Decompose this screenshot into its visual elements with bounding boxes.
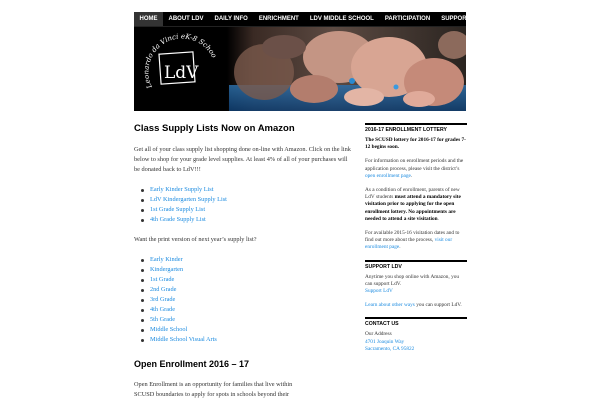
print-version-question: Want the print version of next year’s supply list? bbox=[134, 236, 257, 243]
list-item bbox=[148, 335, 354, 345]
lottery-visitation-text: For available 2015-16 visitation dates and to find out more about the process, bbox=[365, 230, 460, 244]
learn-other-ways-link[interactable]: Learn about other ways bbox=[365, 302, 415, 309]
widget-title: 2016-17 ENROLLMENT LOTTERY bbox=[365, 123, 467, 137]
enrollment-page-link[interactable]: visit our enrollment page bbox=[365, 237, 453, 251]
lottery-intro-bold: The SCUSD lottery for 2016-17 for grades 7-12 begins soon. bbox=[365, 137, 466, 151]
lottery-condition-end: . bbox=[437, 215, 439, 222]
nav-daily-info[interactable]: DAILY INFO bbox=[214, 16, 248, 22]
link-print-5th-grade[interactable]: 5th Grade bbox=[150, 316, 176, 323]
sidebar bbox=[365, 123, 467, 361]
list-item bbox=[148, 215, 354, 225]
link-print-early-kinder[interactable]: Early Kinder bbox=[150, 256, 183, 263]
lottery-condition-bold: must attend a mandatory site visitation prior to applying for the open enrollment lottery. No appointments are needed to attend a site visitation bbox=[365, 194, 461, 222]
lottery-visitation bbox=[365, 230, 467, 252]
widget-support-ldv bbox=[365, 260, 467, 310]
main-nav bbox=[134, 12, 471, 26]
open-enrollment-page-link[interactable]: open enrollment page bbox=[365, 172, 411, 179]
list-item bbox=[148, 305, 354, 315]
address-city-link[interactable]: Sacramento, CA 95822 bbox=[365, 345, 415, 352]
list-item bbox=[148, 205, 354, 215]
post2-intro bbox=[134, 380, 354, 400]
list-item bbox=[148, 265, 354, 275]
nav-ldv-middle-school[interactable]: LDV MIDDLE SCHOOL bbox=[309, 16, 374, 22]
widget-enrollment-lottery bbox=[365, 123, 467, 252]
school-logo bbox=[134, 27, 226, 97]
widget-title: CONTACT US bbox=[365, 317, 467, 331]
address-street-link[interactable]: 4701 Joaquin Way bbox=[365, 338, 405, 345]
support-amazon bbox=[365, 274, 467, 296]
link-print-1st-grade[interactable]: 1st Grade bbox=[150, 276, 175, 283]
link-print-4th-grade[interactable]: 4th Grade bbox=[150, 306, 176, 313]
logo-arc-text: Leonardo da Vinci eK-8 Schoo bbox=[142, 32, 219, 90]
address-label: Our Address bbox=[365, 331, 392, 338]
post-title-open-enrollment[interactable]: Open Enrollment 2016 – 17 bbox=[134, 359, 250, 369]
print-supply-links bbox=[148, 255, 354, 345]
list-item bbox=[148, 295, 354, 305]
nav-support[interactable]: SUPPORT bbox=[441, 16, 471, 22]
amazon-supply-links bbox=[148, 185, 354, 225]
lottery-intro bbox=[365, 137, 467, 151]
nav-home[interactable]: HOME bbox=[134, 12, 163, 26]
post-title-supply-lists[interactable]: Class Supply Lists Now on Amazon bbox=[134, 123, 295, 134]
link-print-middle-school[interactable]: Middle School bbox=[150, 326, 188, 333]
list-item bbox=[148, 325, 354, 335]
post-intro: Get all of your class supply list shopping done on-line with Amazon. Click on the link below to shop for your grade level supplies. At least 4% of all of your purchases will be donated back to LdV!!! bbox=[134, 146, 351, 173]
support-amazon-text: Anytime you shop online with Amazon, you can support LdV. bbox=[365, 273, 460, 287]
main-content bbox=[134, 123, 354, 410]
nav-about-ldv[interactable]: ABOUT LDV bbox=[168, 16, 204, 22]
list-item bbox=[148, 315, 354, 325]
contact-address bbox=[365, 331, 467, 353]
support-ldv-link[interactable]: Support LdV bbox=[365, 288, 393, 295]
list-item bbox=[148, 275, 354, 285]
header-banner[interactable] bbox=[134, 26, 466, 111]
link-print-middle-school-visual-arts[interactable]: Middle School Visual Arts bbox=[150, 336, 217, 343]
page-wrapper bbox=[134, 12, 471, 111]
lottery-info bbox=[365, 158, 467, 180]
post2-intro-line1: Open Enrollment is an opportunity for families that live within bbox=[134, 381, 293, 388]
lottery-info-text: For information on enrollment periods and the application process, please visit the district’s bbox=[365, 158, 464, 172]
link-print-kindergarten[interactable]: Kindergarten bbox=[150, 266, 184, 273]
widget-contact-us bbox=[365, 317, 467, 353]
list-item bbox=[148, 285, 354, 295]
link-print-2nd-grade[interactable]: 2nd Grade bbox=[150, 286, 177, 293]
nav-enrichment[interactable]: ENRICHMENT bbox=[258, 16, 299, 22]
post2-intro-line2: SCUSD boundaries to apply for spots in schools beyond their bbox=[134, 391, 290, 398]
link-4th-grade-supply-list[interactable]: 4th Grade Supply List bbox=[150, 216, 206, 223]
lottery-condition bbox=[365, 187, 467, 223]
lottery-condition-text: As a condition of enrollment, parents of new LdV students bbox=[365, 187, 460, 201]
link-early-kinder-supply-list[interactable]: Early Kinder Supply List bbox=[150, 186, 214, 193]
lottery-info-end: . bbox=[410, 172, 413, 179]
logo-mark: LdV bbox=[164, 63, 199, 83]
support-other-text: you can support LdV. bbox=[414, 302, 462, 309]
list-item bbox=[148, 255, 354, 265]
link-1st-grade-supply-list[interactable]: 1st Grade Supply List bbox=[150, 206, 206, 213]
list-item bbox=[148, 185, 354, 195]
link-kindergarten-supply-list[interactable]: LdV Kindergarten Supply List bbox=[150, 196, 227, 203]
nav-participation[interactable]: PARTICIPATION bbox=[384, 16, 431, 22]
support-other bbox=[365, 302, 467, 309]
widget-title: SUPPORT LDV bbox=[365, 260, 467, 274]
list-item bbox=[148, 195, 354, 205]
link-print-3rd-grade[interactable]: 3rd Grade bbox=[150, 296, 176, 303]
lottery-visitation-end: . bbox=[399, 244, 401, 251]
